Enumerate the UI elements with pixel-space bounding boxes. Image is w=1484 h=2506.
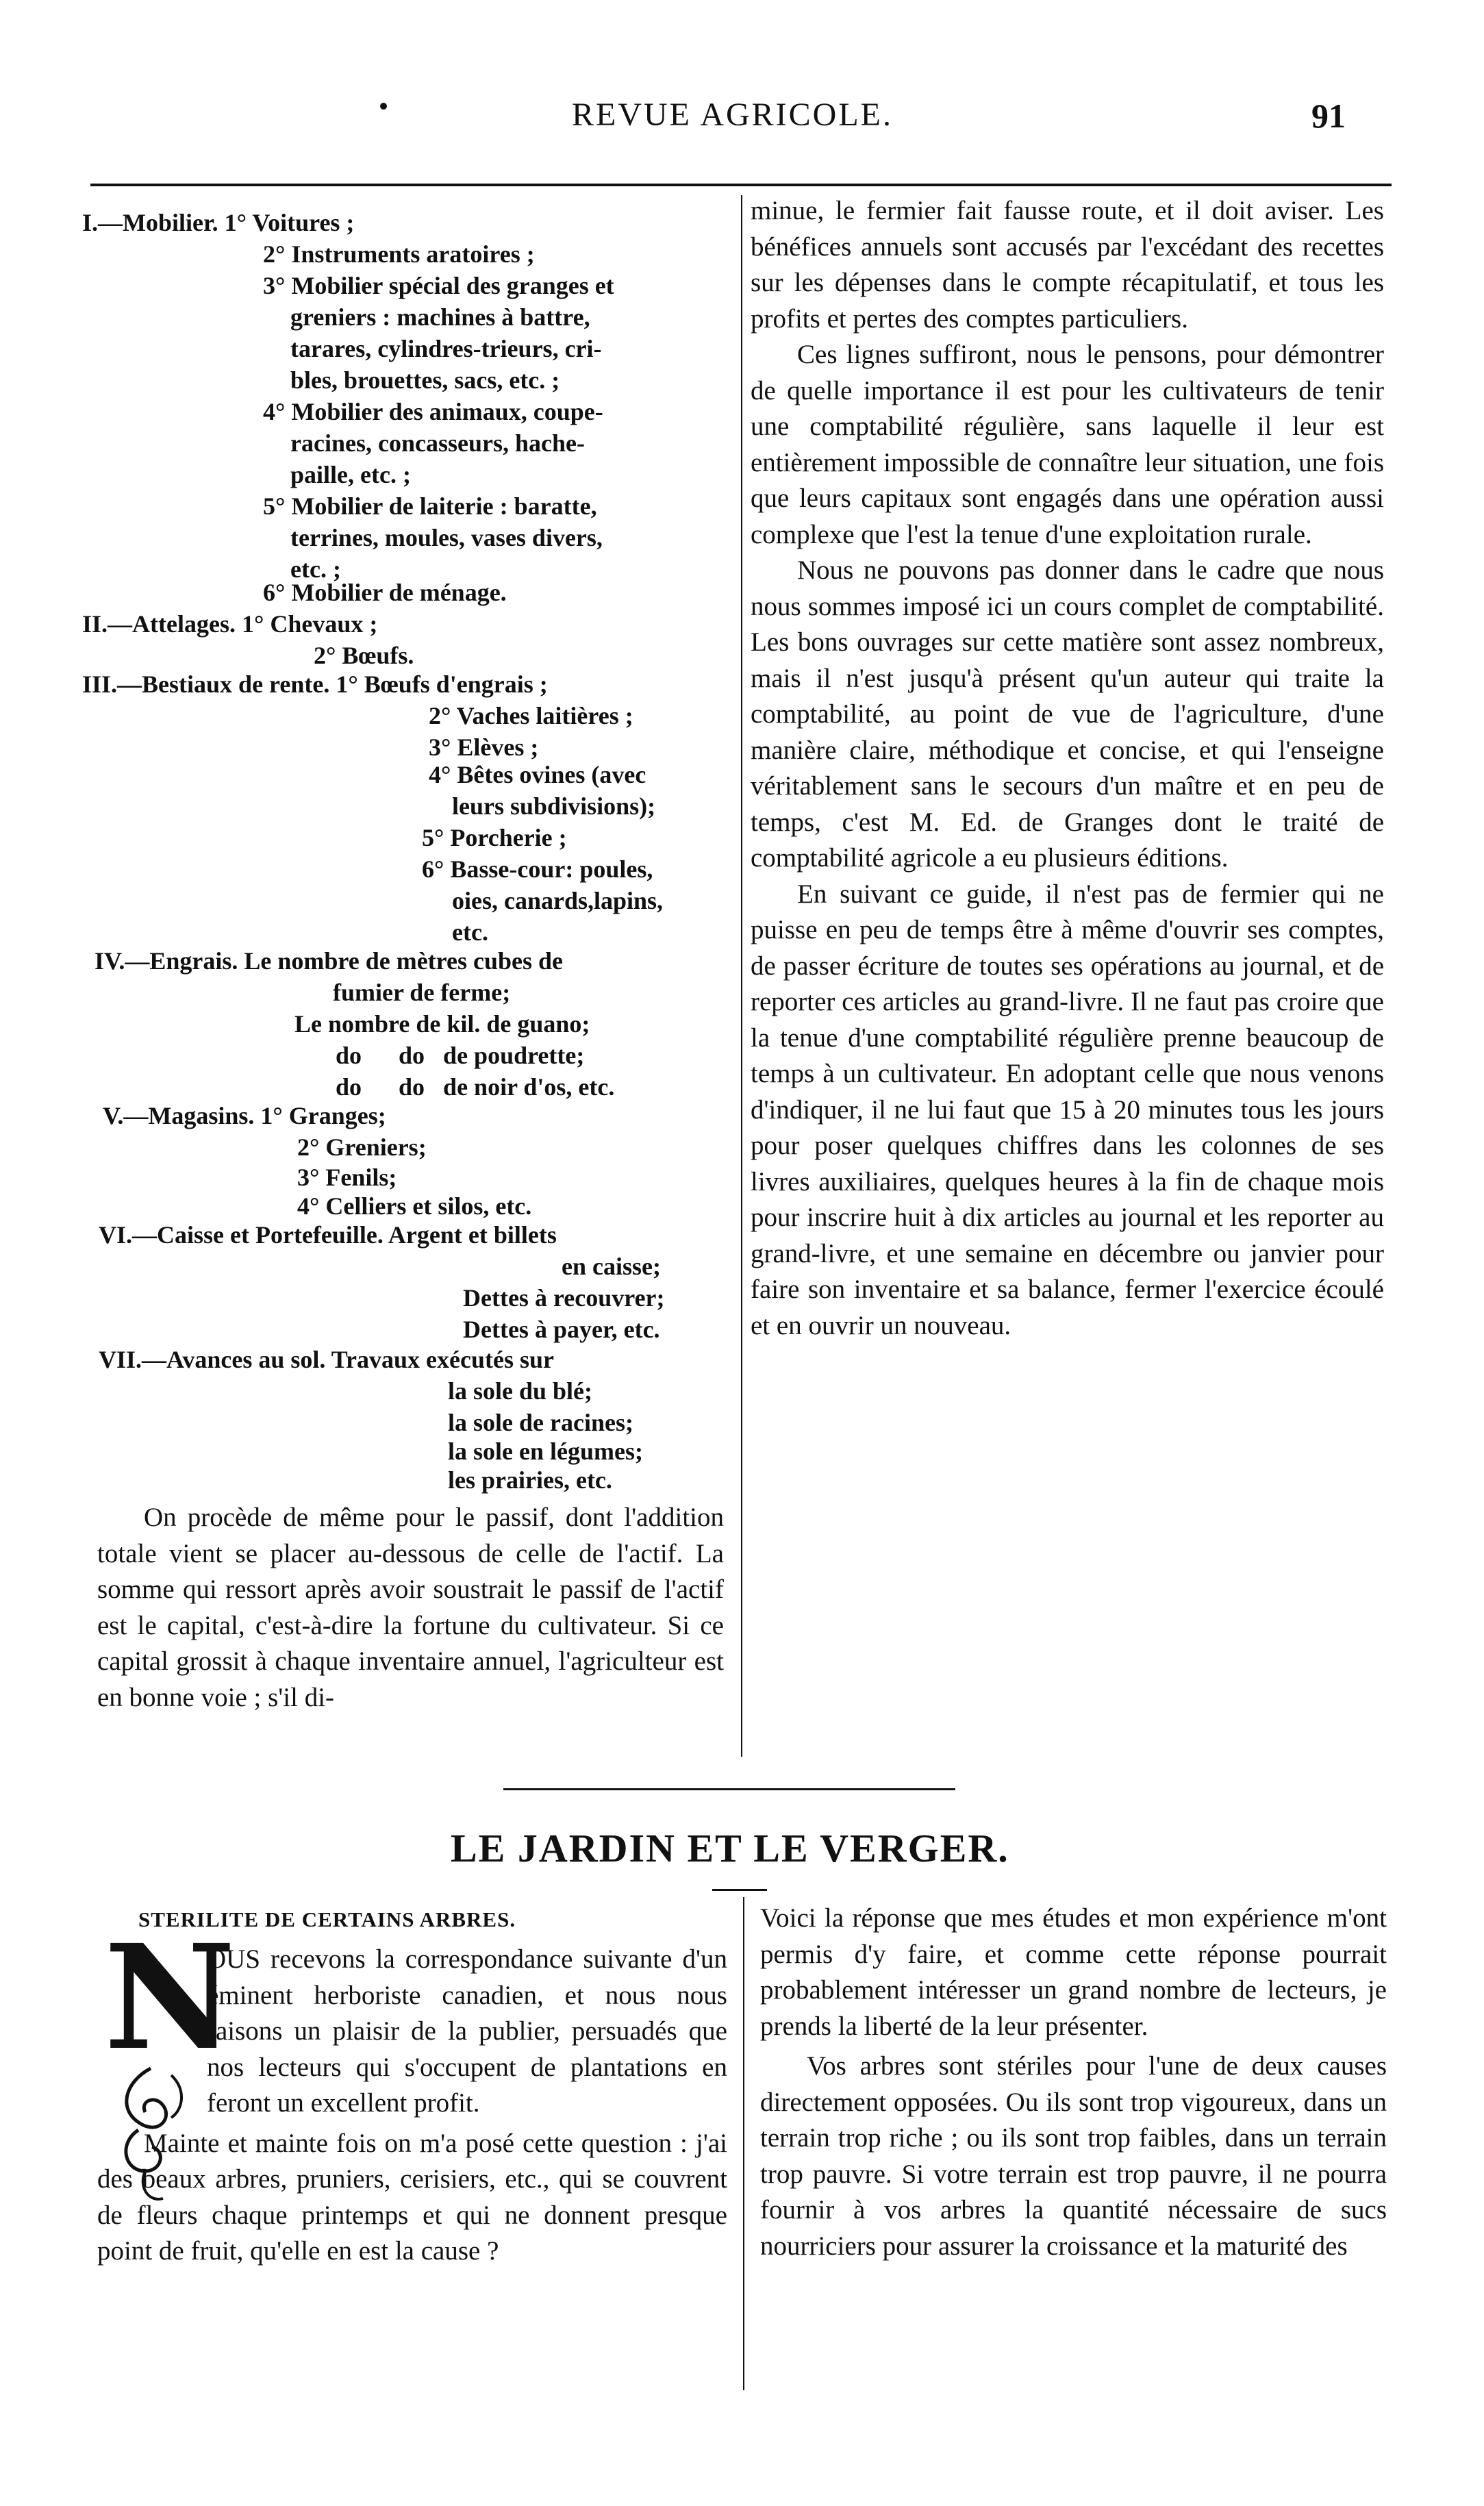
inventory-line: la sole en légumes; — [448, 1438, 643, 1465]
inventory-line: 6° Mobilier de ménage. — [263, 579, 507, 606]
inventory-line: Dettes à payer, etc. — [463, 1316, 660, 1343]
header-rule — [90, 184, 1392, 186]
inventory-line: 5° Mobilier de laiterie : baratte, — [263, 492, 597, 520]
inventory-line: la sole du blé; — [448, 1377, 593, 1405]
inventory-line: greniers : machines à battre, — [290, 303, 590, 331]
title-underline — [712, 1889, 767, 1891]
inventory-line: 2° Greniers; — [297, 1133, 427, 1161]
paragraph: Ces lignes suffiront, nous le pensons, pour démontrer de quelle importance il est pour les cultivateurs de tenir une comptabilité régulière, sans laquelle il leur est entièrement impossible de connaître leur situation, une fois que leurs capitaux sont engagés dans une opération aussi complexe que l'est la tenue d'une exploitation rurale. — [751, 340, 1384, 549]
inventory-line: V.—Magasins. 1° Granges; — [103, 1102, 386, 1129]
inventory-line: 6° Basse-cour: poules, — [422, 855, 653, 883]
paragraph: Mainte et mainte fois on m'a posé cette question : j'ai des beaux arbres, pruniers, cerisiers, etc., qui se couvrent de fleurs chaque printemps et qui ne donnent presque point de fruit, qu'elle en est la cause ? — [97, 2128, 727, 2266]
paragraph-rest: OUS recevons la correspondance suivante d'un éminent herboriste canadien, et nous nous faisons un plaisir de la publier, persuadés que nos lecteurs qui s'occupent de plantations en feront un excellent profit. — [207, 1944, 727, 2118]
section-column-divider — [743, 1897, 744, 2390]
inventory-line: do do de noir d'os, etc. — [336, 1073, 615, 1101]
header-bullet — [380, 103, 387, 110]
inventory-line: 5° Porcherie ; — [422, 824, 567, 851]
inventory-line: 2° Instruments aratoires ; — [263, 240, 535, 268]
inventory-line: tarares, cylindres-trieurs, cri- — [290, 335, 602, 362]
inventory-line: III.—Bestiaux de rente. 1° Bœufs d'engrais ; — [82, 671, 548, 698]
inventory-line: 2° Vaches laitières ; — [429, 702, 633, 729]
inventory-line: II.—Attelages. 1° Chevaux ; — [82, 610, 378, 638]
paragraph: En suivant ce guide, il n'est pas de fermier qui ne puisse en peu de temps être à même d'ouvrir ses comptes, de passer écriture de toutes ses opérations au journal, et de reporter ces articles au grand-livre. Il ne faut pas croire que la tenue d'une comptabilité régulière prenne beaucoup de temps à un cultivateur. En adoptant celle que nous venons d'indiquer, il ne lui faut que 15 à 20 minutes tous les jours pour poser quelques chiffres dans les colonnes de ses livres auxiliaires, quelques heures à la fin de chaque mois pour inscrire huit à dix articles au journal et les reporter au grand-livre, et une semaine en décembre ou janvier pour faire son inventaire et sa balance, fermer l'exercice écoulé et en ouvrir un nouveau. — [751, 879, 1384, 1340]
inventory-line: I.—Mobilier. 1° Voitures ; — [82, 209, 355, 236]
paragraph: minue, le fermier fait fausse route, et il doit aviser. Les bénéfices annuels sont accusés par l'excédant des recettes sur les dépenses dans le compte récapitulatif, et tous les profits et pertes des comptes particuliers. — [751, 196, 1384, 334]
section-subheading: STERILITE DE CERTAINS ARBRES. — [138, 1907, 516, 1931]
running-title: REVUE AGRICOLE. — [572, 97, 893, 133]
right-column — [751, 193, 1384, 1344]
inventory-line: 4° Mobilier des animaux, coupe- — [263, 398, 603, 425]
section-right-column — [760, 1901, 1387, 2264]
inventory-line: 3° Elèves ; — [429, 734, 539, 761]
paragraph: Vos arbres sont stériles pour l'une de deux causes directement opposées. Ou ils sont trop vigoureux, dans un terrain trop riche ; ou ils sont trop faibles, dans un terrain trop pauvre. Si votre terrain est trop pauvre, il ne pourra fournir à vos arbres la quantité nécessaire de sucs nourriciers pour assurer la croissance et la maturité des — [760, 2051, 1387, 2261]
left-column-paragraph — [97, 1500, 724, 1716]
inventory-line: Dettes à recouvrer; — [463, 1284, 665, 1312]
inventory-line: etc. — [452, 918, 488, 946]
paragraph: Voici la réponse que mes études et mon expérience m'ont permis d'y faire, et comme cette réponse pourrait probablement intéresser un grand nombre de lecteurs, je prends la liberté de la leur présenter. — [760, 1903, 1387, 2041]
page-number: 91 — [1311, 97, 1346, 135]
inventory-line: IV.—Engrais. Le nombre de mètres cubes de — [95, 947, 563, 975]
section-title: LE JARDIN ET LE VERGER. — [451, 1826, 1009, 1870]
inventory-line: la sole de racines; — [448, 1409, 633, 1436]
inventory-line: 2° Bœufs. — [314, 642, 414, 669]
paragraph: Nous ne pouvons pas donner dans le cadre que nous nous sommes imposé ici un cours complet de comptabilité. Les bons ouvrages sur cette matière sont assez nombreux, mais il n'est jusqu'à présent qu'un auteur qui traite la comptabilité, au point de vue de l'agriculture, d'une manière claire, méthodique et concise, et qui l'enseigne véritablement sans le secours d'un maître et en peu de temps, c'est M. Ed. de Granges dont le traité de comptabilité agricole a eu plusieurs éditions. — [751, 555, 1384, 873]
inventory-line: leurs subdivisions); — [452, 792, 656, 820]
inventory-line: en caisse; — [562, 1253, 661, 1280]
inventory-line: les prairies, etc. — [448, 1466, 612, 1494]
inventory-line: 3° Fenils; — [297, 1164, 397, 1191]
inventory-line: VI.—Caisse et Portefeuille. Argent et billets — [99, 1221, 557, 1249]
inventory-line: oies, canards,lapins, — [452, 887, 664, 914]
inventory-line: racines, concasseurs, hache- — [290, 429, 585, 457]
inventory-line: Le nombre de kil. de guano; — [294, 1010, 590, 1038]
inventory-line: fumier de ferme; — [333, 979, 511, 1006]
section-rule — [503, 1788, 955, 1790]
inventory-line: etc. ; — [290, 555, 341, 583]
paragraph — [97, 1942, 727, 2122]
inventory-line: 4° Celliers et silos, etc. — [297, 1192, 532, 1220]
inventory-line: do do de poudrette; — [336, 1042, 585, 1069]
inventory-line: VII.—Avances au sol. Travaux exécutés sur — [99, 1346, 554, 1373]
paragraph: On procède de même pour le passif, dont l'addition totale vient se placer au-dessous de celle de l'actif. La somme qui ressort après avoir soustrait le passif de l'actif est le capital, c'est-à-dire la fortune du cultivateur. Si ce capital grossit à chaque inventaire annuel, l'agriculteur est en bonne voie ; s'il di- — [97, 1503, 724, 1712]
inventory-line: terrines, moules, vases divers, — [290, 524, 603, 551]
inventory-line: 3° Mobilier spécial des granges et — [263, 272, 614, 299]
inventory-line: 4° Bêtes ovines (avec — [429, 761, 646, 788]
inventory-line: bles, brouettes, sacs, etc. ; — [290, 366, 560, 394]
section-left-column — [97, 1942, 727, 2270]
column-divider — [741, 195, 742, 1757]
inventory-line: paille, etc. ; — [290, 461, 411, 488]
dropcap-letter: N — [104, 1913, 236, 2082]
